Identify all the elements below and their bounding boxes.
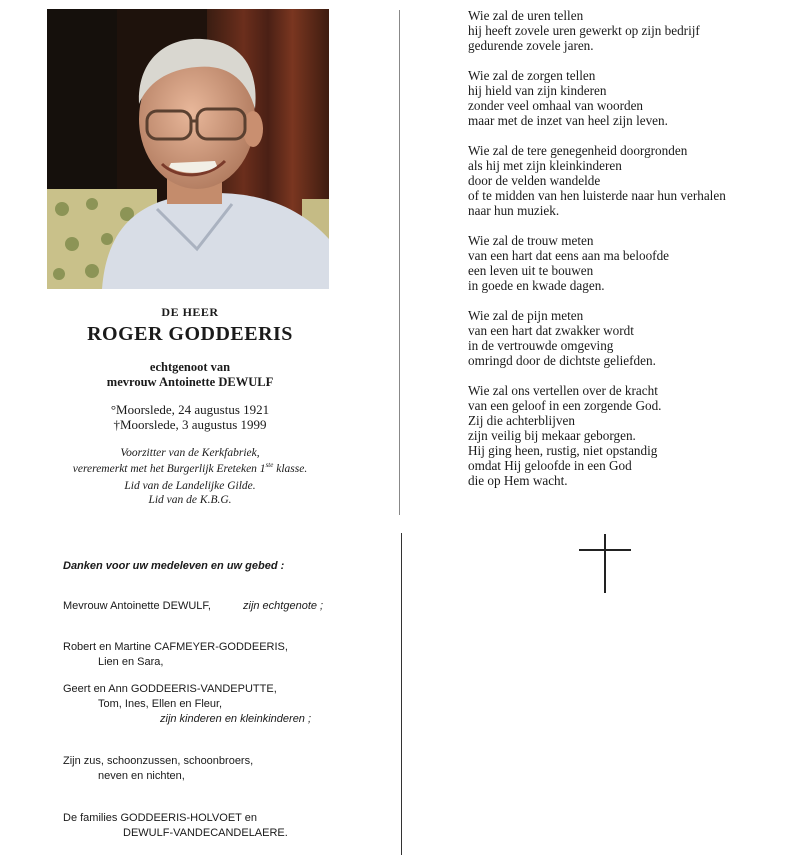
spouse-name: mevrouw Antoinette DEWULF — [106, 375, 274, 389]
thanks-family2-line1: Geert en Ann GODDEERIS-VANDEPUTTE, — [63, 683, 277, 695]
poem-line: Wie zal de trouw meten — [468, 233, 594, 248]
thanks-family2-role: zijn kinderen en kleinkinderen ; — [160, 713, 312, 725]
member-gilde: Lid van de Landelijke Gilde. — [124, 480, 256, 492]
thanks-heading: Danken voor uw medeleven en uw gebed : — [63, 560, 285, 572]
poem-line: omringd door de dichtste geliefden. — [468, 353, 656, 368]
poem-stanza-5 — [468, 308, 798, 368]
role-decoration-sup: ste — [265, 461, 274, 469]
poem-stanza-2 — [468, 68, 798, 128]
poem-line: of te midden van hen luisterde naar hun verhalen — [468, 188, 726, 203]
poem-line: van een hart dat eens aan ma beloofde — [468, 248, 670, 263]
thanks-spouse: Mevrouw Antoinette DEWULF, — [63, 600, 211, 612]
poem-line: zonder veel omhaal van woorden — [468, 98, 644, 113]
poem — [468, 8, 798, 503]
poem-line: Wie zal de tere genegenheid doorgronden — [468, 143, 688, 158]
poem-line: in de vertrouwde omgeving — [468, 338, 614, 353]
role-decoration-end: klasse. — [273, 462, 308, 475]
portrait-photo — [47, 9, 329, 289]
member-kbg: Lid van de K.B.G. — [148, 494, 232, 506]
poem-stanza-6 — [468, 383, 798, 488]
poem-line: Wie zal ons vertellen over de kracht — [468, 383, 658, 398]
death-date: †Moorslede, 3 augustus 1999 — [113, 417, 267, 432]
role-decoration-text: vereremerkt met het Burgerlijk Ereteken 1 — [72, 462, 266, 475]
thanks-spouse-role: zijn echtgenote ; — [243, 600, 324, 612]
deceased-name: ROGER GODDEERIS — [87, 323, 293, 345]
poem-line: gedurende zovele jaren. — [468, 38, 594, 53]
poem-stanza-1 — [468, 8, 798, 53]
poem-line: door de velden wandelde — [468, 173, 601, 188]
poem-line: een leven uit te bouwen — [468, 263, 594, 278]
poem-line: Wie zal de pijn meten — [468, 308, 584, 323]
thanks-family2-line2: Tom, Ines, Ellen en Fleur, — [98, 698, 223, 710]
thanks-families-line1: De families GODDEERIS-HOLVOET en — [63, 812, 257, 824]
poem-line: Wie zal de zorgen tellen — [468, 68, 596, 83]
poem-line: hij heeft zovele uren gewerkt op zijn bedrijf — [468, 23, 700, 38]
poem-line: Hij ging heen, rustig, niet opstandig — [468, 443, 658, 458]
spouse-intro: echtgenoot van — [149, 360, 231, 374]
poem-line: zijn veilig bij mekaar geborgen. — [468, 428, 636, 443]
cross-icon — [579, 534, 631, 594]
poem-stanza-4 — [468, 233, 798, 293]
thanks-family1-line2: Lien en Sara, — [98, 656, 164, 668]
poem-line: maar met de inzet van heel zijn leven. — [468, 113, 668, 128]
poem-line: van een geloof in een zorgende God. — [468, 398, 662, 413]
fold-line-bottom — [401, 533, 402, 855]
poem-line: naar hun muziek. — [468, 203, 560, 218]
thanks-siblings-line1: Zijn zus, schoonzussen, schoonbroers, — [63, 755, 254, 767]
poem-stanza-3 — [468, 143, 798, 218]
role-decoration — [20, 461, 360, 475]
poem-line: Zij die achterblijven — [468, 413, 575, 428]
thanks-siblings-line2: neven en nichten, — [98, 770, 185, 782]
poem-line: omdat Hij geloofde in een God — [468, 458, 632, 473]
poem-line: Wie zal de uren tellen — [468, 8, 584, 23]
poem-line: als hij met zijn kleinkinderen — [468, 158, 622, 173]
thanks-family1-line1: Robert en Martine CAFMEYER-GODDEERIS, — [63, 641, 288, 653]
birth-date: °Moorslede, 24 augustus 1921 — [110, 402, 270, 417]
fold-line-top — [399, 10, 400, 515]
thanks-families-line2: DEWULF-VANDECANDELAERE. — [123, 827, 288, 839]
poem-line: van een hart dat zwakker wordt — [468, 323, 634, 338]
poem-line: in goede en kwade dagen. — [468, 278, 605, 293]
poem-line: die op Hem wacht. — [468, 473, 568, 488]
heer-label: DE HEER — [161, 305, 219, 319]
poem-line: hij hield van zijn kinderen — [468, 83, 607, 98]
role-chairman: Voorzitter van de Kerkfabriek, — [120, 447, 260, 459]
